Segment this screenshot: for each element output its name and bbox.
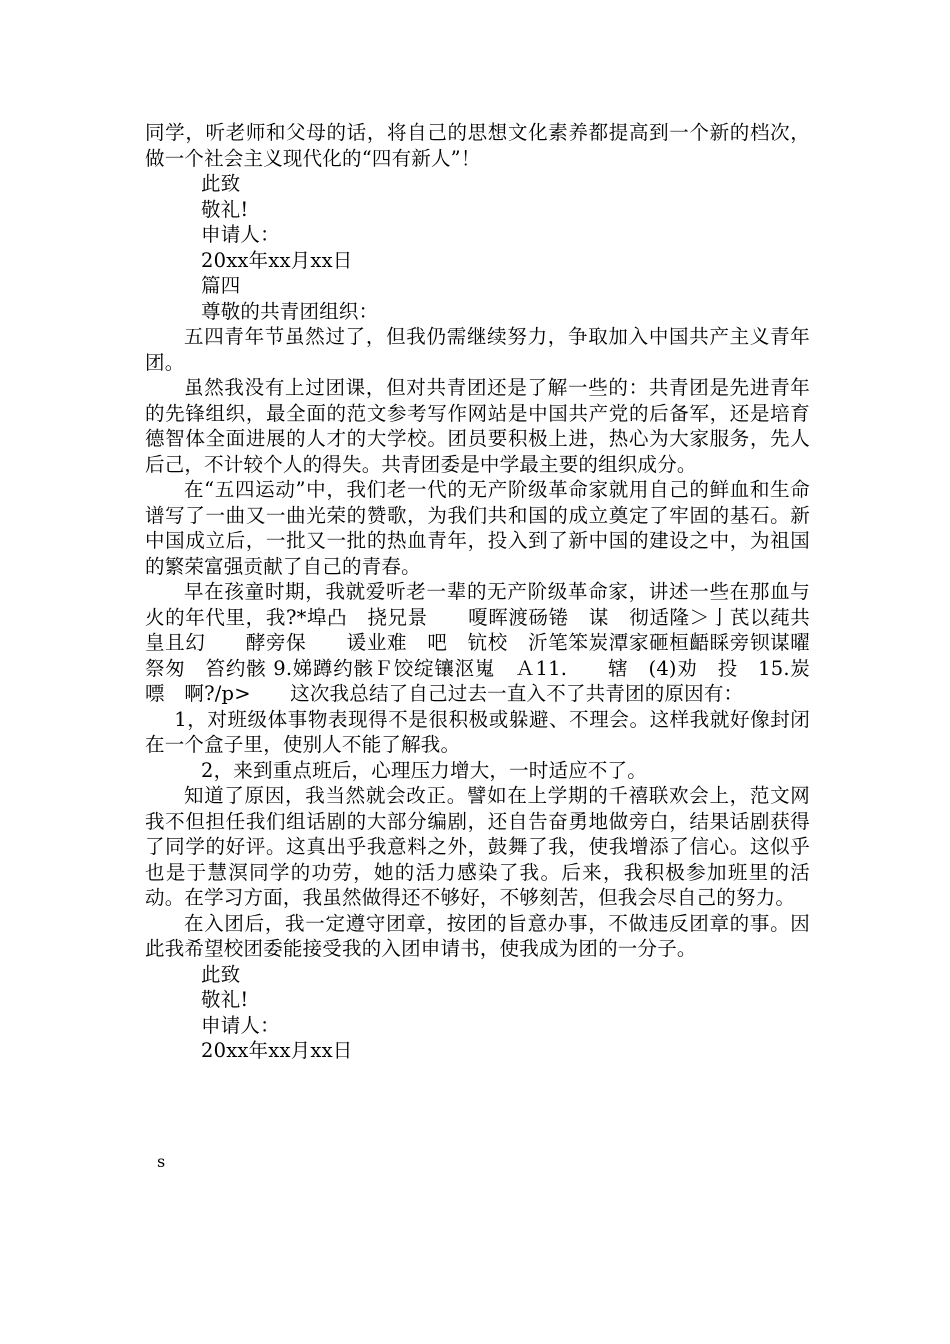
- paragraph: 知道了原因，我当然就会改正。譬如在上学期的千禧联欢会上，范文网我不但担任我们组话剧的大部分编剧，还自告奋勇地做旁白，结果话剧获得了同学的好评。这真出乎我意料之外，鼓舞了我，使我增添了信心。这似乎也是于慧溟同学的功劳，她的活力感染了我。后来，我积极参加班里的活动。在学习方面，我虽然做得还不够好，不够刻苦，但我会尽自己的努力。: [145, 784, 810, 909]
- closing-salutation: 此致: [201, 962, 241, 986]
- applicant-label: 申请人：: [201, 223, 280, 246]
- list-item: 1，对班级体事物表现得不是很积极或躲避、不理会。这样我就好像封闭在一个盒子里，使别人不能了解我。: [145, 707, 810, 756]
- paragraph-continuation: 同学，听老师和父母的话，将自己的思想文化素养都提高到一个新的档次，做一个社会主义现代化的“四有新人”！: [145, 121, 810, 170]
- paragraph: 虽然我没有上过团课，但对共青团还是了解一些的：共青团是先进青年的先锋组织，最全面的范文参考写作网站是中国共产党的后备军，还是培育德智体全面进展的人才的大学校。团员要积极上进，热心为大家服务，先人后己，不计较个人的得失。共青团委是中学最主要的组织成分。: [145, 376, 810, 476]
- paragraph-garbled: 早在孩童时期，我就爱听老一辈的无产阶级革命家，讲述一些在那血与火的年代里，我?*埠凸 挠兄景 嗄晖渡砀锩 谋 彻适隆＞亅芪以莼共皇且幻 酵旁保 谖业难 吧 钪校 沂笔笨炭潭家砸桓齬睬旁钡谋曜祭匆 笞约骸 9.娣蹲约骸Ｆ饺绽镶沤嵬 Ａ11. 辖 (4)劝 投 15.炭嘌 啊?/p> 这次我总结了自己过去一直入不了共青团的原因有：: [145, 580, 810, 705]
- greeting: 尊敬的共青团组织：: [201, 299, 379, 323]
- list-item: 2，来到重点班后，心理压力增大，一时适应不了。: [201, 758, 648, 782]
- paragraph: 在入团后，我一定遵守团章，按团的旨意办事，不做违反团章的事。因此我希望校团委能接受我的入团申请书，使我成为团的一分子。: [145, 911, 810, 960]
- paragraph: 五四青年节虽然过了，但我仍需继续努力，争取加入中国共产主义青年团。: [145, 325, 810, 374]
- date-line: 20xx年xx月xx日: [201, 248, 353, 272]
- applicant-label: 申请人：: [201, 1013, 280, 1037]
- paragraph: 在“五四运动”中，我们老一代的无产阶级革命家就用自己的鲜血和生命谱写了一曲又一曲光荣的赞歌，为我们共和国的成立奠定了牢固的基石。新中国成立后，一批又一批的热血青年，投入到了新中国的建设之中，为祖国的繁荣富强贡献了自己的青春。: [145, 478, 810, 578]
- closing-salutation: 此致: [201, 172, 241, 195]
- closing-regards: 敬礼!: [201, 197, 249, 221]
- closing-regards: 敬礼!: [201, 988, 249, 1011]
- section-heading: 篇四: [201, 274, 241, 297]
- document-body: [145, 120, 810, 1064]
- trailing-mark: s: [157, 1152, 166, 1171]
- date-line: 20xx年xx月xx日: [201, 1039, 353, 1062]
